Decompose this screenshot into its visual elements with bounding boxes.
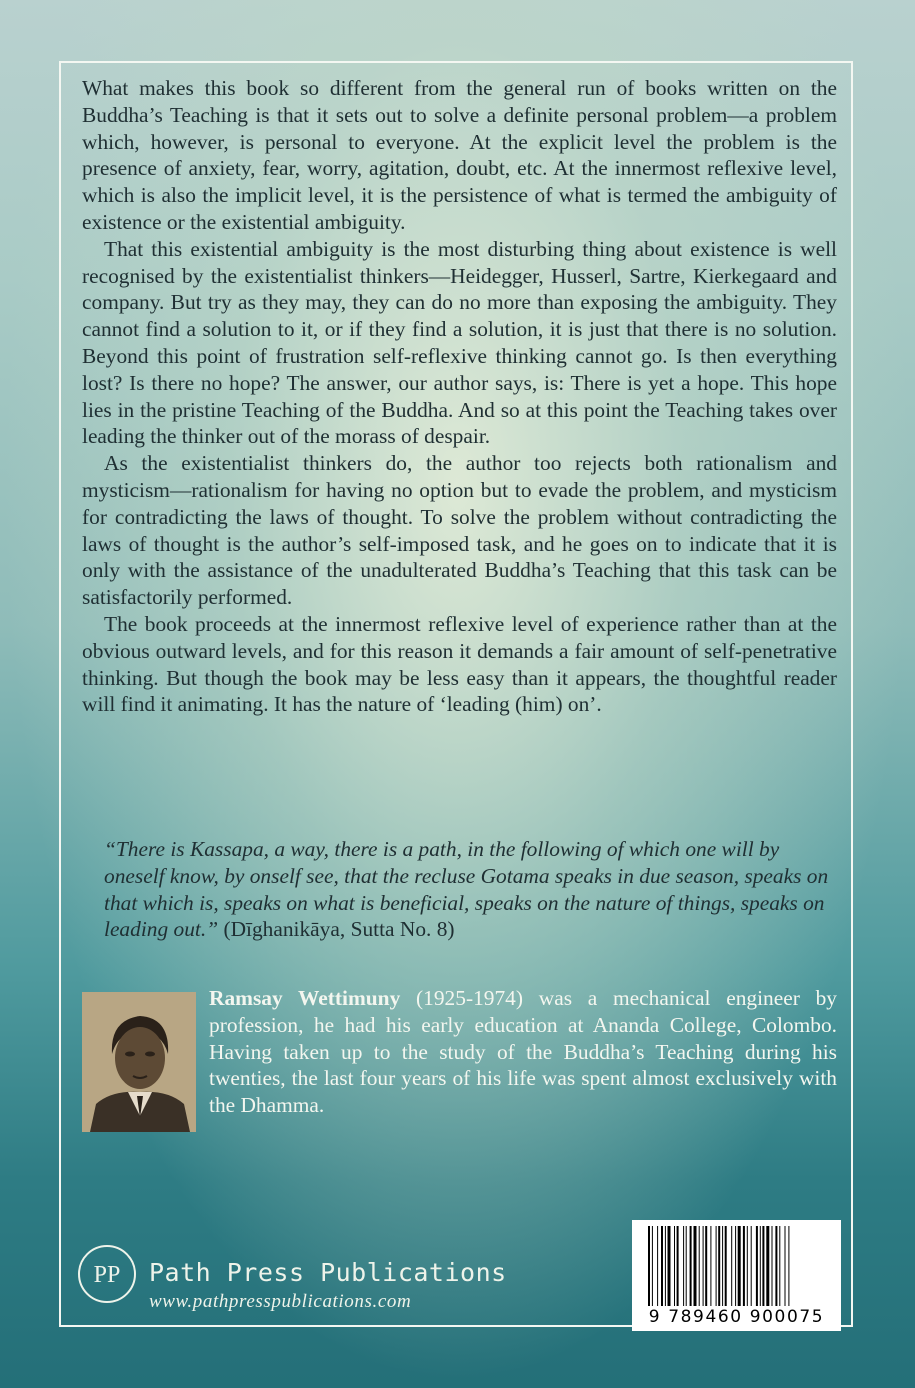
- barcode-bar: [725, 1226, 727, 1306]
- barcode-bar: [718, 1226, 720, 1306]
- barcode-bar: [762, 1226, 764, 1306]
- barcode-bar: [661, 1226, 663, 1306]
- barcode-bar: [766, 1226, 769, 1306]
- barcode-bar: [743, 1226, 745, 1306]
- barcode-bar: [683, 1226, 684, 1306]
- barcode-bar: [665, 1226, 666, 1306]
- barcode-bar: [690, 1226, 692, 1306]
- barcode-bar: [677, 1226, 679, 1306]
- barcode-bar: [756, 1226, 758, 1306]
- barcode-bar: [716, 1226, 717, 1306]
- blurb-paragraph-2: That this existential ambiguity is the most disturbing thing about existence is well recognised by the existentialist thinkers—Heidegger, Husserl, Sartre, Kierkegaard and company. But try as they may, they can do no more than exposing the ambiguity. They cannot find a solution to it, or if they find a solution, it is just that there is no solution. Beyond this point of frustration self-reflexive thinking cannot go. Is then everything lost? Is there no hope? The answer, our author says, is: There is yet a hope. This hope lies in the pristine Teaching of the Buddha. And so at this point the Teaching takes over leading the thinker out of the morass of despair.: [82, 236, 837, 449]
- barcode-bar: [694, 1226, 697, 1306]
- barcode-bar: [674, 1226, 675, 1306]
- barcode-bar: [722, 1226, 723, 1306]
- barcode-bar: [710, 1226, 711, 1306]
- blurb-paragraph-1: What makes this book so different from the general run of books written on the Buddha’s Teaching is that it sets out to solve a definite personal problem—a problem which, however, is personal to everyone. At the explicit level the problem is the presence of anxiety, fear, worry, agitation, doubt, etc. At the innermost reflexive level, which is also the implicit level, it is the persistence of what is termed the ambiguity of existence or the existential ambiguity.: [82, 76, 837, 234]
- barcode-bar: [785, 1226, 786, 1306]
- sutta-quote: [104, 836, 837, 943]
- author-photo: [82, 992, 196, 1132]
- author-portrait-image: [82, 992, 196, 1132]
- barcode-bar: [648, 1226, 650, 1306]
- barcode-bar: [747, 1226, 748, 1306]
- barcode-bar: [772, 1226, 773, 1306]
- barcode-bar: [731, 1226, 732, 1306]
- blurb-paragraph-3: As the existentialist thinkers do, the author too rejects both rationalism and mysticism—rationalism for having no option but to evade the problem, and mysticism for contradicting the laws of thought. To solve the problem without contradicting the laws of thought is the author’s self-imposed task, and he goes on to indicate that it is only with the assistance of the unadulterated Buddha’s Teaching that this task can be satisfactorily performed.: [82, 451, 837, 610]
- barcode-bar: [735, 1226, 736, 1306]
- quote-text: “There is Kassapa, a way, there is a path, in the following of which one will by oneself know, by onself see, that the recluse Gotama speaks in due season, speaks on that which is, speaks on what is beneficial, speaks on the nature of things, speaks on leading out.”: [104, 837, 829, 942]
- barcode-bar: [775, 1226, 777, 1306]
- publisher-logo-icon: [78, 1245, 136, 1303]
- barcode-bar: [788, 1226, 789, 1306]
- barcode-bar: [760, 1226, 761, 1306]
- barcode-bars: [648, 1226, 825, 1306]
- barcode-bar: [668, 1226, 671, 1306]
- author-bio-text: (1925-1974) was a mechanical engineer by profession, he had his early education at Ananda College, Colombo. Having taken up to the study of the Buddha’s Teaching during his twenties, the last four years of his life was spent almost exclusively with the Dhamma.: [209, 986, 837, 1118]
- publisher-name: Path Press Publications: [149, 1258, 507, 1287]
- logo-monogram: PP: [93, 1262, 121, 1288]
- author-bio: [209, 985, 837, 1119]
- barcode-bar: [779, 1226, 780, 1306]
- publisher-website[interactable]: www.pathpresspublications.com: [149, 1291, 412, 1312]
- barcode-bar: [738, 1226, 741, 1306]
- blurb-paragraph-4: The book proceeds at the innermost reflexive level of experience rather than at the obvious outward levels, and for this reason it demands a fair amount of self-penetrative thinking. But though the book may be less easy than it appears, the thoughtful reader will find it animating. It has the nature of ‘leading (him) on’.: [82, 611, 837, 717]
- quote-source: (Dīghanikāya, Sutta No. 8): [223, 917, 455, 942]
- barcode-bar: [705, 1226, 707, 1306]
- barcode-bar: [751, 1226, 752, 1306]
- isbn-barcode: [632, 1220, 841, 1331]
- isbn-number: 9 789460 900075: [648, 1307, 825, 1327]
- barcode-bar: [657, 1226, 658, 1306]
- blurb: [82, 75, 837, 718]
- barcode-bar: [652, 1226, 653, 1306]
- barcode-bar: [699, 1226, 700, 1306]
- barcode-bar: [703, 1226, 704, 1306]
- author-name: Ramsay Wettimuny: [209, 986, 401, 1010]
- barcode-bar: [686, 1226, 687, 1306]
